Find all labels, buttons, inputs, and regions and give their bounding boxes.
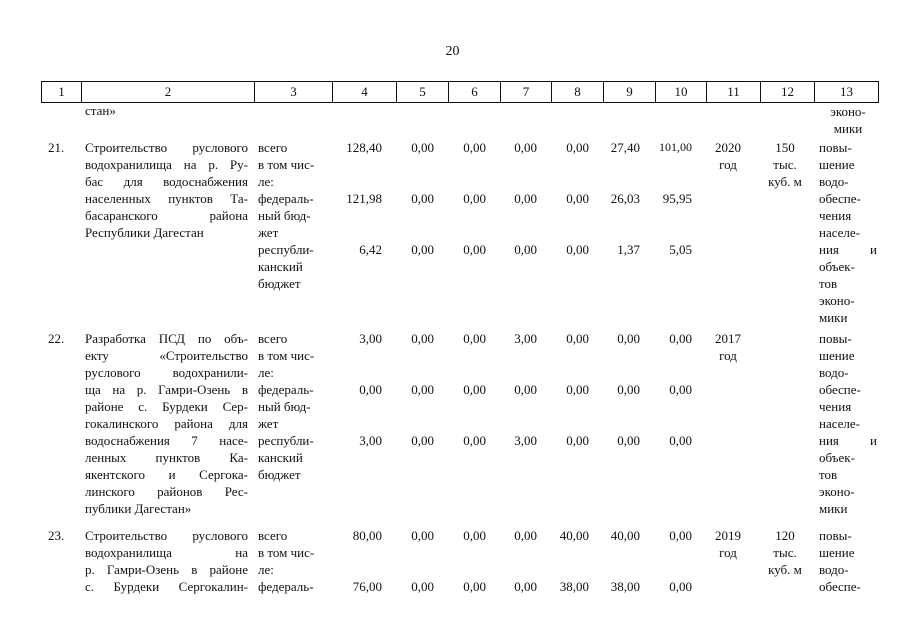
value-fed-col6: 0,00 (463, 191, 486, 206)
value-all-col8: 0,00 (566, 140, 589, 155)
completion-year-line: год (719, 348, 737, 363)
capacity-line: 120 (775, 528, 795, 543)
completion-year (698, 330, 758, 364)
expected-result-line: объек- (819, 259, 855, 274)
value-rep-col8: 0,00 (566, 433, 589, 448)
row-number: 21. (48, 140, 65, 155)
value-rep-col10: 0,00 (669, 433, 692, 448)
source-total-line: ле: (258, 562, 274, 577)
expected-result-line: обеспе- (819, 191, 861, 206)
value-rep-col7: 0,00 (514, 242, 537, 257)
value-fed-col8: 38,00 (559, 579, 589, 594)
value-all-col10: 0,00 (669, 331, 692, 346)
carryover-result (819, 103, 877, 137)
value-all-col7: 0,00 (514, 140, 537, 155)
value-fed-col9: 0,00 (617, 382, 640, 397)
value-fed-col10: 95,95 (662, 191, 692, 206)
capacity-line: тыс. (773, 157, 797, 172)
value-rep-col4: 3,00 (359, 433, 382, 448)
value-fed-col9: 38,00 (610, 579, 640, 594)
page-number: 20 (445, 44, 460, 59)
row-name-line: ленных пунктов Ка- (85, 450, 248, 465)
completion-year-line: год (719, 157, 737, 172)
value-fed-col4: 121,98 (346, 191, 382, 206)
source-federal-line: федераль- (258, 579, 314, 594)
expected-result-line: водо- (819, 562, 849, 577)
expected-result-line: шение (819, 348, 855, 363)
source-federal (258, 578, 314, 595)
source-federal-line: жет (258, 416, 279, 431)
expected-result-line: мики (819, 310, 848, 325)
value-all-col8: 0,00 (566, 331, 589, 346)
value-all-col10: 0,00 (669, 528, 692, 543)
value-fed-col9: 26,03 (610, 191, 640, 206)
expected-result-line: повы- (819, 528, 852, 543)
source-total-line: ле: (258, 365, 274, 380)
expected-result-line: ния и (819, 242, 877, 257)
expected-result-line: чения (819, 208, 852, 223)
expected-result-line: населе- (819, 416, 861, 431)
row-name-line: р. Гамри-Озень в районе (85, 562, 248, 577)
source-republic (258, 432, 314, 483)
expected-result-line: объек- (819, 450, 855, 465)
source-total-line: всего (258, 528, 288, 543)
expected-result-line: чения (819, 399, 852, 414)
value-all-col6: 0,00 (463, 331, 486, 346)
row-name-line: басаранского района (85, 208, 248, 223)
value-rep-col9: 1,37 (617, 242, 640, 257)
expected-result-line: обеспе- (819, 382, 861, 397)
source-republic-line: бюджет (258, 467, 301, 482)
source-total (258, 139, 314, 190)
value-all-col4: 128,40 (346, 140, 382, 155)
source-republic-line: канский (258, 450, 303, 465)
value-all-col9: 0,00 (617, 331, 640, 346)
expected-result-line: водо- (819, 174, 849, 189)
carryover-result-line: мики (833, 121, 863, 136)
row-name-line: екту «Строительство (85, 348, 248, 363)
value-rep-col5: 0,00 (411, 242, 434, 257)
row-name-line: районе с. Бурдеки Сер- (85, 399, 248, 414)
carryover-result-line: эконо- (830, 104, 866, 119)
value-fed-col8: 0,00 (566, 382, 589, 397)
column-header-12: 12 (761, 82, 815, 103)
row-name (85, 139, 248, 241)
expected-result (819, 527, 877, 595)
source-federal-line: федераль- (258, 382, 314, 397)
row-name-line: руслового водохранили- (85, 365, 248, 380)
value-fed-col5: 0,00 (411, 382, 434, 397)
carryover-name: стан» (85, 103, 116, 118)
completion-year (698, 527, 758, 561)
value-fed-col6: 0,00 (463, 382, 486, 397)
completion-year-line: год (719, 545, 737, 560)
row-name-line: ща на р. Гамри-Озень в (85, 382, 248, 397)
value-all-col6: 0,00 (463, 140, 486, 155)
row-name-line: публики Дагестан» (85, 501, 192, 516)
source-total-line: в том чис- (258, 348, 315, 363)
expected-result-line: повы- (819, 140, 852, 155)
capacity-line: тыс. (773, 545, 797, 560)
source-republic-line: бюджет (258, 276, 301, 291)
row-name-line: Строительство руслового (85, 528, 248, 543)
expected-result (819, 139, 877, 326)
row-name-line: бас для водоснабжения (85, 174, 248, 189)
value-fed-col6: 0,00 (463, 579, 486, 594)
value-all-col5: 0,00 (411, 140, 434, 155)
row-number: 23. (48, 528, 65, 543)
column-header-7: 7 (501, 82, 552, 103)
expected-result-line: тов (819, 276, 838, 291)
value-all-col7: 3,00 (514, 331, 537, 346)
row-name-line: Разработка ПСД по объ- (85, 331, 248, 346)
completion-year-line: 2019 (715, 528, 741, 543)
row-name-line: водохранилища на р. Ру- (85, 157, 248, 172)
source-federal (258, 381, 314, 432)
value-all-col9: 27,40 (610, 140, 640, 155)
row-name-line: населенных пунктов Та- (85, 191, 248, 206)
value-all-col4: 3,00 (359, 331, 382, 346)
value-fed-col4: 76,00 (352, 579, 382, 594)
value-all-col10: 101,00 (659, 140, 692, 154)
expected-result-line: повы- (819, 331, 852, 346)
column-header-1: 1 (42, 82, 82, 103)
value-rep-col8: 0,00 (566, 242, 589, 257)
value-rep-col4: 6,42 (359, 242, 382, 257)
expected-result-line: мики (819, 501, 848, 516)
completion-year-line: 2020 (715, 140, 741, 155)
source-total-line: в том чис- (258, 545, 315, 560)
source-republic-line: канский (258, 259, 303, 274)
expected-result-line: эконо- (819, 484, 855, 499)
value-rep-col10: 5,05 (669, 242, 692, 257)
column-header-10: 10 (656, 82, 707, 103)
value-all-col9: 40,00 (610, 528, 640, 543)
column-header-5: 5 (397, 82, 449, 103)
completion-year-line: 2017 (715, 331, 741, 346)
column-header-8: 8 (552, 82, 604, 103)
capacity-line: куб. м (768, 562, 802, 577)
table-header (41, 81, 879, 103)
value-fed-col5: 0,00 (411, 579, 434, 594)
source-federal-line: федераль- (258, 191, 314, 206)
source-republic-line: республи- (258, 433, 314, 448)
value-fed-col10: 0,00 (669, 579, 692, 594)
value-fed-col5: 0,00 (411, 191, 434, 206)
column-header-11: 11 (707, 82, 761, 103)
source-total-line: в том чис- (258, 157, 315, 172)
value-fed-col7: 0,00 (514, 579, 537, 594)
row-number: 22. (48, 331, 65, 346)
value-rep-col7: 3,00 (514, 433, 537, 448)
source-republic (258, 241, 314, 292)
source-total-line: ле: (258, 174, 274, 189)
row-name-line: линского районов Рес- (85, 484, 248, 499)
column-header-9: 9 (604, 82, 656, 103)
completion-year (698, 139, 758, 173)
expected-result-line: водо- (819, 365, 849, 380)
column-header-2: 2 (82, 82, 255, 103)
expected-result-line: тов (819, 467, 838, 482)
value-rep-col6: 0,00 (463, 242, 486, 257)
row-name-line: гокалинского района для (85, 416, 248, 431)
source-total (258, 330, 314, 381)
column-header-13: 13 (815, 82, 879, 103)
expected-result-line: шение (819, 157, 855, 172)
value-all-col6: 0,00 (463, 528, 486, 543)
expected-result-line: населе- (819, 225, 861, 240)
capacity-line: 150 (775, 140, 795, 155)
value-rep-col5: 0,00 (411, 433, 434, 448)
source-federal-line: ный бюд- (258, 208, 311, 223)
value-all-col8: 40,00 (559, 528, 589, 543)
expected-result-line: эконо- (819, 293, 855, 308)
column-header-6: 6 (449, 82, 501, 103)
value-rep-col9: 0,00 (617, 433, 640, 448)
expected-result-line: ния и (819, 433, 877, 448)
source-federal-line: ный бюд- (258, 399, 311, 414)
value-fed-col10: 0,00 (669, 382, 692, 397)
column-header-3: 3 (255, 82, 333, 103)
source-total-line: всего (258, 140, 288, 155)
source-total (258, 527, 314, 578)
row-name-line: водохранилища на (85, 545, 248, 560)
source-federal-line: жет (258, 225, 279, 240)
source-republic-line: республи- (258, 242, 314, 257)
value-fed-col4: 0,00 (359, 382, 382, 397)
value-rep-col6: 0,00 (463, 433, 486, 448)
value-all-col5: 0,00 (411, 331, 434, 346)
source-total-line: всего (258, 331, 288, 346)
row-name-line: Республики Дагестан (85, 225, 204, 240)
value-fed-col8: 0,00 (566, 191, 589, 206)
value-fed-col7: 0,00 (514, 382, 537, 397)
expected-result-line: обеспе- (819, 579, 861, 594)
value-fed-col7: 0,00 (514, 191, 537, 206)
source-federal (258, 190, 314, 241)
expected-result (819, 330, 877, 517)
value-all-col7: 0,00 (514, 528, 537, 543)
row-name-line: якентского и Сергока- (85, 467, 248, 482)
row-name-line: Строительство руслового (85, 140, 248, 155)
value-all-col5: 0,00 (411, 528, 434, 543)
expected-result-line: шение (819, 545, 855, 560)
column-header-4: 4 (333, 82, 397, 103)
row-name-line: с. Бурдеки Сергокалин- (85, 579, 248, 594)
capacity (755, 139, 815, 190)
value-all-col4: 80,00 (352, 528, 382, 543)
capacity-line: куб. м (768, 174, 802, 189)
row-name (85, 330, 248, 517)
row-name-line: водоснабжения 7 насе- (85, 433, 248, 448)
capacity (755, 527, 815, 578)
row-name (85, 527, 248, 595)
